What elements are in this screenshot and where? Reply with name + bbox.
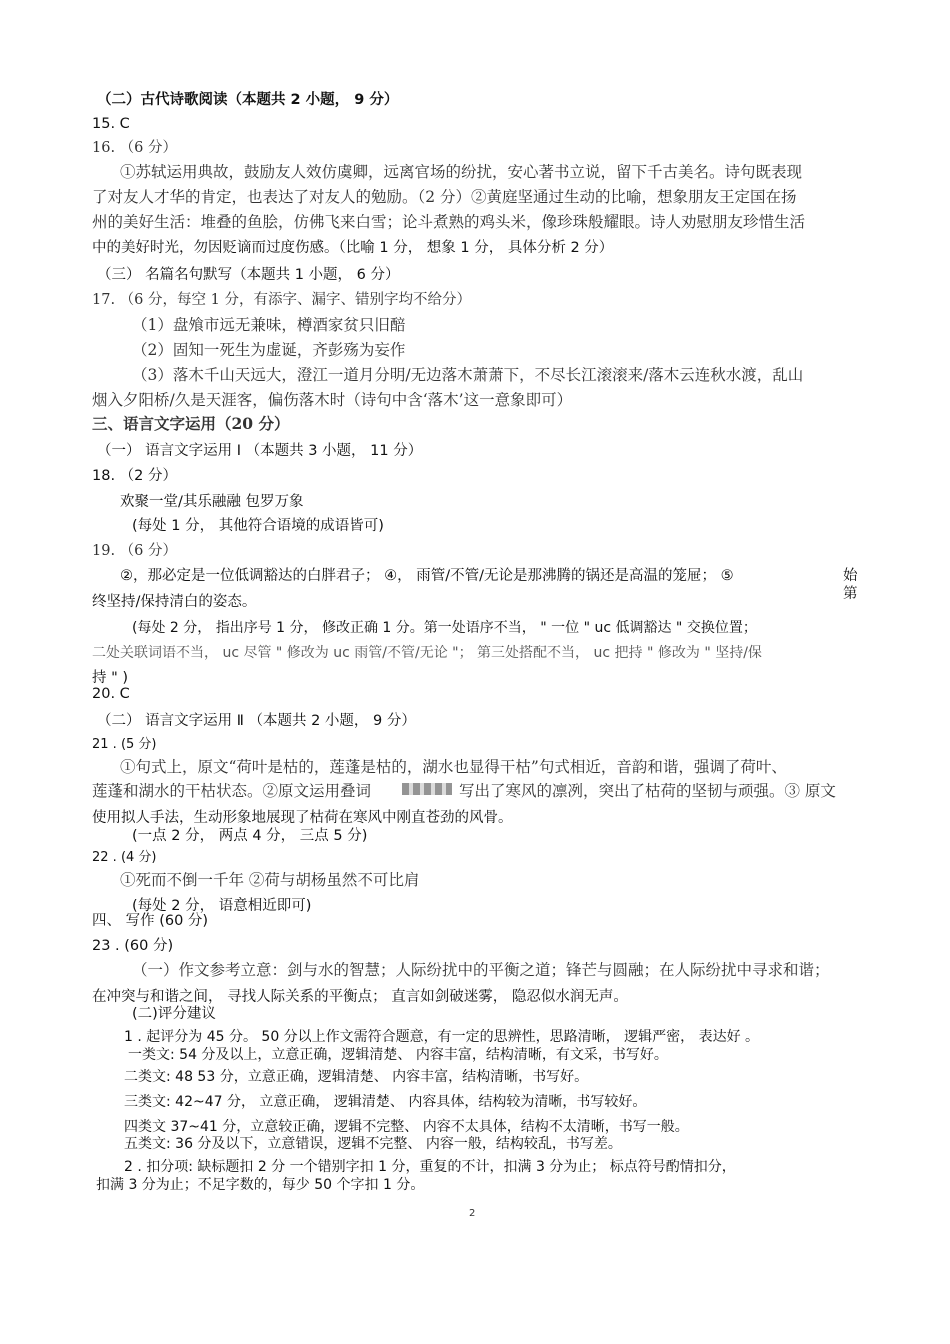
answer-17-line: （3）落木千山天远大，澄江一道月分明/无边落木萧萧下，不尽长江滚滚来/落木云连秋水渡，乱山 [132,366,804,384]
section-heading-language-use: 三、语言文字运用（20 分） [92,414,290,433]
answer-19-wrap-char: 始 [843,568,858,584]
answer-23-grade-2: 二类文: 48 53 分，立意正确，逻辑清楚、 内容丰富，结构清晰，书写好。 [124,1069,589,1085]
answer-19-note: 二处关联词语不当， uc 尽管 " 修改为 uc 雨管/不管/无论 "； 第三处搭配不当， uc 把持 " 修改为 " 坚持/保 [92,645,762,661]
answer-18-note: (每处 1 分， 其他符合语境的成语皆可) [132,518,384,534]
subsection-heading-language-use-2: （二） 语言文字运用 Ⅱ （本题共 2 小题， 9 分） [97,713,416,729]
subsection-heading-language-use-1: （一） 语言文字运用 Ⅰ （本题共 3 小题， 11 分） [97,443,423,459]
answer-20: 20. C [92,686,130,702]
answer-23-deductions: 扣满 3 分为止；不足字数的，每少 50 个字扣 1 分。 [96,1177,425,1193]
answer-17-line: （2）固知一死生为虚诞，齐彭殇为妄作 [132,341,406,359]
answer-16-line: 了对友人才华的肯定，也表达了对友人的勉励。（2 分）②黄庭坚通过生动的比喻，想象朋友王定国在扬 [92,188,797,206]
answer-19-note: (每处 2 分， 指出序号 1 分， 修改正确 1 分。第一处语序不当， " 一位 " uc 低调豁达 " 交换位置； [132,620,757,636]
question-17-header: 17. （6 分，每空 1 分，有添字、漏字、错别字均不给分） [92,292,471,308]
answer-21-line: 莲蓬和湖水的干枯状态。②原文运用叠词 [92,782,372,800]
answer-16-line: 州的美好生活：堆叠的鱼脍，仿佛飞来白雪；论斗煮熟的鸡头米，像珍珠般耀眼。诗人劝慰朋友珍惜生活 [92,213,806,231]
answer-16-line: ①苏轼运用典故，鼓励友人效仿虞卿，远离官场的纷扰，安心著书立说，留下千古美名。诗句既表现 [120,163,803,181]
question-22-header: 22 . (4 分) [92,850,157,865]
answer-21-line: ①句式上，原文“荷叶是枯的，莲蓬是枯的，湖水也显得干枯”句式相近，音韵和谐，强调了荷叶、 [120,758,787,776]
section-heading-writing: 四、 写作 (60 分) [92,913,209,929]
question-23-header: 23 . (60 分) [92,938,174,954]
answer-21-note: (一点 2 分， 两点 4 分， 三点 5 分) [132,828,368,844]
answer-23-deductions: 2 . 扣分项: 缺标题扣 2 分 一个错别字扣 1 分，重复的不计，扣满 3 分为止； 标点符号酌情扣分， [124,1159,736,1175]
page-number: 2 [469,1208,476,1219]
answer-23-grade-1: 一类文: 54 分及以上，立意正确，逻辑清楚、 内容丰富，结构清晰，有文采，书写好。 [128,1047,668,1063]
blurred-reduplication-mark [402,783,452,795]
question-19-header: 19. （6 分） [92,543,178,559]
answer-19-note: 持 " ) [92,670,129,686]
answer-23-grade-4: 四类文 37~41 分，立意较正确，逻辑不完整、 内容不太具体，结构不太清晰，书写一般。 [124,1119,689,1135]
answer-19-wrap-char: 第 [843,586,858,602]
answer-17-line: （1）盘飧市远无兼味，樽酒家贫只旧醅 [132,316,406,334]
section-heading-recitation: （三） 名篇名句默写（本题共 1 小题， 6 分） [97,267,400,283]
answer-17-line: 烟入夕阳桥/久是天涯客，偏伤落木时（诗句中含‘落木’这一意象即可） [92,391,573,409]
question-21-header: 21 . (5 分) [92,737,157,752]
answer-22: ①死而不倒一千年 ②荷与胡杨虽然不可比肩 [120,871,420,889]
answer-19-line: 终坚持/保持清白的姿态。 [92,594,257,610]
answer-23-grade-5: 五类文: 36 分及以下，立意错误，逻辑不完整、 内容一般，结构较乱，书写差。 [124,1136,622,1152]
answer-23-line: 在冲突与和谐之间， 寻找人际关系的平衡点； 直言如剑破迷雾， 隐忍似水润无声。 [92,989,628,1005]
answer-19-line: ②，那必定是一位低调豁达的白胖君子； ④， 雨管/不管/无论是那沸腾的锅还是高温的笼屉； ⑤ [120,568,734,584]
answer-15: 15. C [92,116,130,132]
answer-21-line: 使用拟人手法，生动形象地展现了枯荷在寒风中刚直苍劲的风骨。 [92,810,513,826]
answer-22-note: (每处 2 分， 语意相近即可) [132,898,312,914]
answer-21-line: 写出了寒风的凛冽，突出了枯荷的坚韧与顽强。③ 原文 [459,782,836,800]
question-16-header: 16. （6 分） [92,140,178,156]
question-18-header: 18. （2 分） [92,468,178,484]
answer-16-line: 中的美好时光，勿因贬谪而过度伤感。（比喻 1 分， 想象 1 分， 具体分析 2 分） [92,240,614,256]
answer-23-scoring-item: 1 . 起评分为 45 分。 50 分以上作文需符合题意，有一定的思辨性，思路清晰， 逻辑严密， 表达好 。 [124,1029,760,1045]
answer-18: 欢聚一堂/其乐融融 包罗万象 [120,494,304,510]
answer-23-scoring-heading: (二)评分建议 [132,1006,216,1022]
section-heading-ancient-poetry: （二）古代诗歌阅读（本题共 2 小题， 9 分） [97,92,399,108]
answer-23-grade-3: 三类文: 42~47 分， 立意正确， 逻辑清楚、 内容具体，结构较为清晰，书写较好。 [124,1094,647,1110]
answer-23-line: （一）作文参考立意：剑与水的智慧；人际纷扰中的平衡之道；锋芒与圆融；在人际纷扰中寻求和谐； [132,961,830,979]
